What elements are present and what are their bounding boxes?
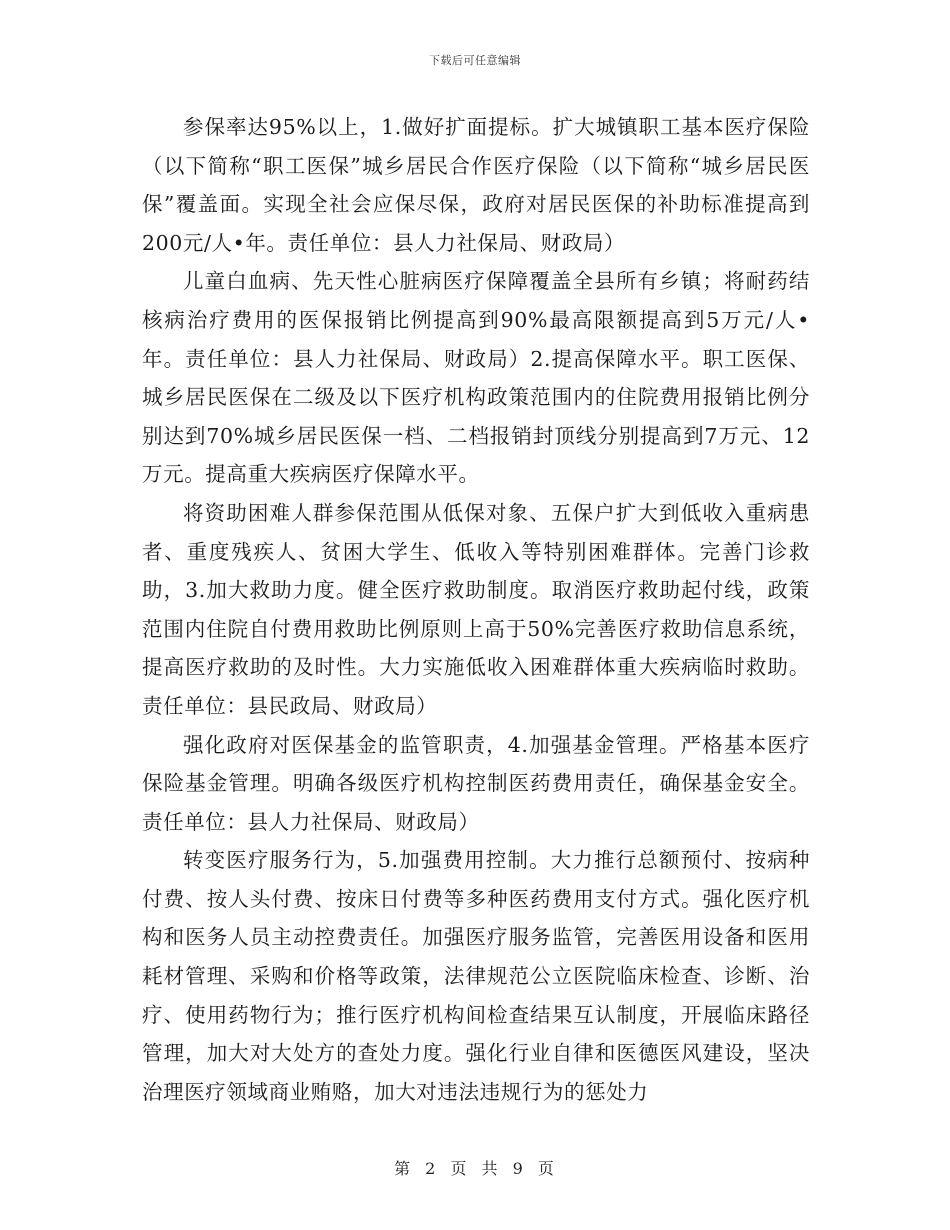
paragraph-2: 儿童白血病、先天性心脏病医疗保障覆盖全县所有乡镇；将耐药结核病治疗费用的医保报销比例提高到90%最高限额提高到5万元/人•年。责任单位：县人力社保局、财政局）2.提高保障水平。职工医保、城乡居民医保在二级及以下医疗机构政策范围内的住院费用报销比例分别达到70%城乡居民医保一档、二档报销封顶线分别提高到7万元、12万元。提高重大疾病医疗保障水平。 [142,269,810,487]
document-body [142,108,810,1111]
paragraph-1: 参保率达95%以上，1.做好扩面提标。扩大城镇职工基本医疗保险（以下简称“职工医保”城乡居民合作医疗保险（以下简称“城乡居民医保”覆盖面。实现全社会应保尽保，政府对居民医保的补助标准提高到200元/人•年。责任单位：县人力社保局、财政局） [142,115,810,255]
paragraph-4: 强化政府对医保基金的监管职责，4.加强基金管理。严格基本医疗保险基金管理。明确各级医疗机构控制医药费用责任，确保基金安全。责任单位：县人力社保局、财政局） [142,732,810,834]
page-header: 下载后可任意编辑 [429,54,521,67]
paragraph-5: 转变医疗服务行为，5.加强费用控制。大力推行总额预付、按病种付费、按人头付费、按床日付费等多种医药费用支付方式。强化医疗机构和医务人员主动控费责任。加强医疗服务监管，完善医用设备和医用耗材管理、采购和价格等政策，法律规范公立医院临床检查、诊断、治疗、使用药物行为；推行医疗机构间检查结果互认制度，开展临床路径管理，加大对大处方的查处力度。强化行业自律和医德医风建设，坚决治理医疗领域商业贿赂，加大对违法违规行为的惩处力 [142,848,810,1104]
paragraph-3: 将资助困难人群参保范围从低保对象、五保户扩大到低收入重病患者、重度残疾人、贫困大学生、低收入等特别困难群体。完善门诊救助，3.加大救助力度。健全医疗救助制度。取消医疗救助起付线，政策范围内住院自付费用救助比例原则上高于50%完善医疗救助信息系统，提高医疗救助的及时性。大力实施低收入困难群体重大疾病临时救助。责任单位：县民政局、财政局） [142,500,810,718]
page-number-footer: 第 2 页 共 9 页 [394,1159,556,1178]
